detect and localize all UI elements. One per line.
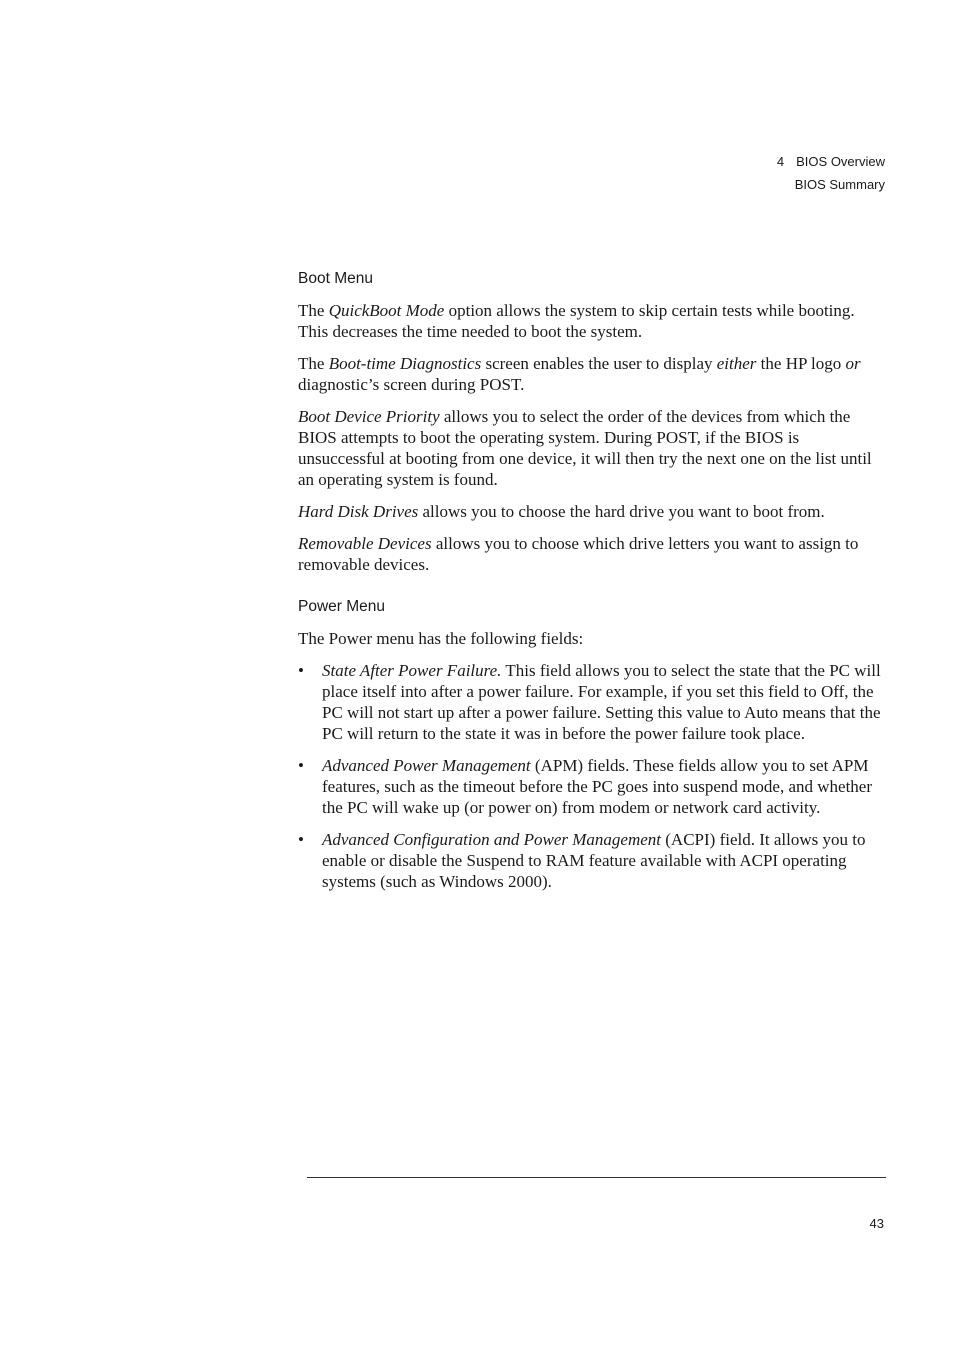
text-run: screen enables the user to display [481, 354, 717, 373]
term-quickboot-mode: QuickBoot Mode [328, 301, 445, 320]
term-acpi: Advanced Configuration and Power Management [322, 830, 662, 849]
bullet-icon: • [298, 756, 304, 775]
emphasis-or: or [845, 354, 861, 373]
power-menu-heading: Power Menu [298, 598, 386, 615]
text-run: The [298, 301, 329, 320]
text-run: (APM) fields. These fields allow you to set APM features, such as the timeout before the PC goes into suspend mode, and whether the PC will wake up (or power on) from modem or network card activity. [322, 756, 873, 817]
text-run: The [298, 354, 329, 373]
text-run: This field allows you to select the state that the PC will place itself into after a power failure. For example, if you set this field to Off, the PC will not start up after a power failure. Setting this value to Auto means that the PC will return to the state it was in before the power failure took place. [322, 661, 881, 743]
term-boot-time-diagnostics: Boot-time Diagnostics [328, 354, 482, 373]
footer-divider [307, 1177, 886, 1178]
term-advanced-power-management: Advanced Power Management [322, 756, 531, 775]
text-run: allows you to choose which drive letters you want to assign to removable devices. [298, 534, 859, 574]
list-item [298, 829, 888, 892]
page-number: 43 [869, 1216, 884, 1231]
power-menu-intro: The Power menu has the following fields: [298, 629, 584, 648]
text-run: allows you to select the order of the devices from which the BIOS attempts to boot the operating system. During POST, if the BIOS is unsuccessful at booting from one device, it will then try the next one on the list until an operating system is found. [298, 407, 872, 489]
text-run: the HP logo [756, 354, 846, 373]
section-title: BIOS Summary [794, 177, 885, 192]
running-header [777, 150, 885, 196]
removable-devices-paragraph [298, 533, 888, 575]
bullet-icon: • [298, 661, 304, 680]
chapter-title: BIOS Overview [796, 154, 885, 169]
emphasis-either: either [716, 354, 757, 373]
text-run: allows you to choose the hard drive you want to boot from. [418, 502, 825, 521]
quickboot-paragraph [298, 300, 888, 342]
page-body [298, 268, 888, 903]
text-run: (ACPI) field. It allows you to enable or disable the Suspend to RAM feature available with ACPI operating systems (such as Windows 2000). [322, 830, 866, 891]
boot-diagnostics-paragraph [298, 353, 888, 395]
chapter-line [777, 150, 885, 173]
term-removable-devices: Removable Devices [298, 534, 432, 553]
boot-device-priority-paragraph [298, 406, 888, 490]
term-boot-device-priority: Boot Device Priority [298, 407, 440, 426]
chapter-number: 4 [776, 154, 785, 169]
boot-menu-heading: Boot Menu [298, 270, 373, 287]
text-run: option allows the system to skip certain tests while booting. This decreases the time needed to boot the system. [298, 301, 855, 341]
power-menu-list [298, 660, 888, 892]
list-item [298, 755, 888, 818]
hard-disk-drives-paragraph [298, 501, 888, 522]
term-hard-disk-drives: Hard Disk Drives [298, 502, 419, 521]
bullet-icon: • [298, 830, 304, 849]
term-state-after-power-failure: State After Power Failure. [322, 661, 502, 680]
text-run: diagnostic’s screen during POST. [298, 375, 525, 394]
list-item [298, 660, 888, 744]
